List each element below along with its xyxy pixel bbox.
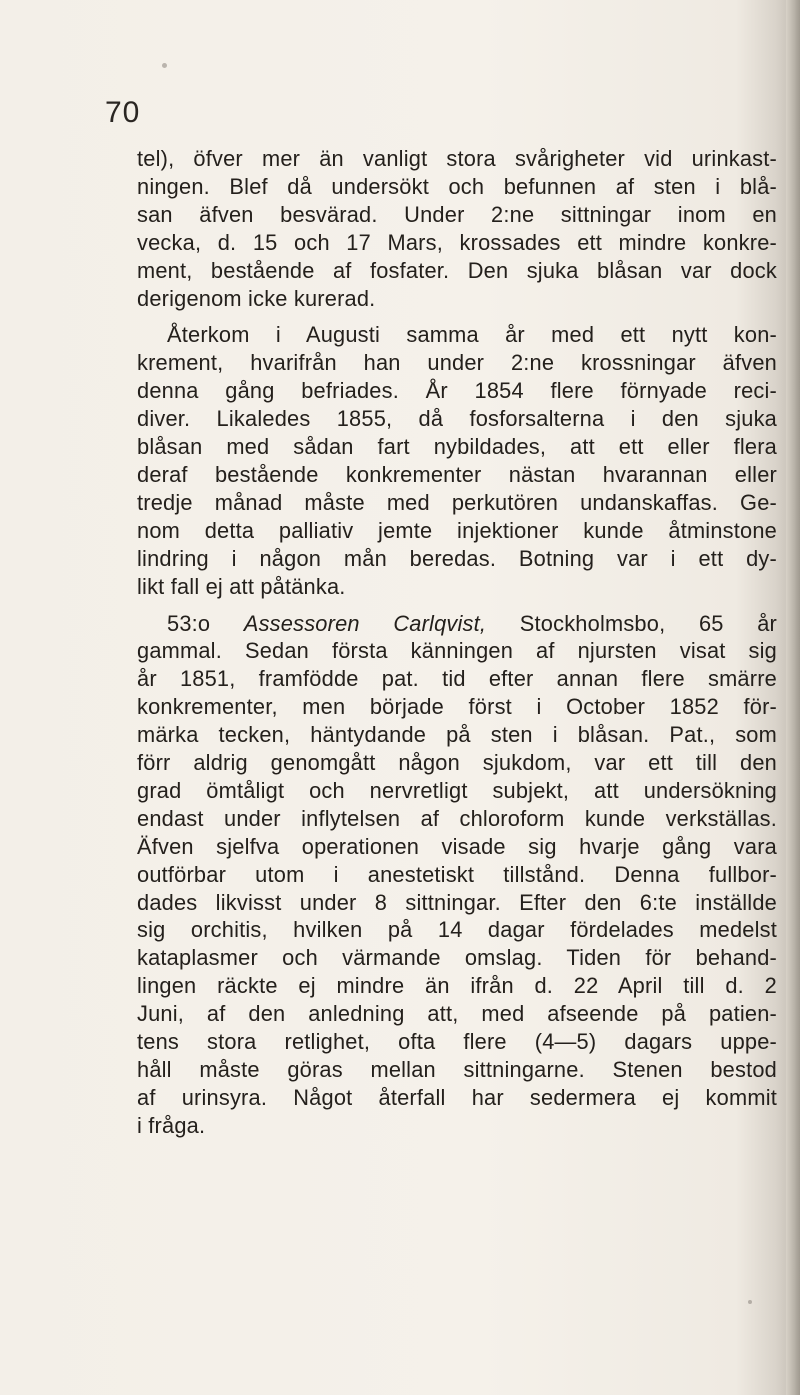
text-line: kataplasmer och värmande omslag. Tiden för behand- <box>137 945 777 971</box>
text-line: Juni, af den anledning att, med afseende på patien- <box>137 1001 777 1027</box>
text-line: deraf bestående konkrementer nästan hvarannan eller <box>137 461 777 487</box>
text-line: Återkom i Augusti samma år med ett nytt kon- <box>167 322 777 348</box>
case-heading-line <box>137 610 777 638</box>
text-line: krement, hvarifrån han under 2:ne krossningar äfven <box>137 350 777 376</box>
patient-name: Assessoren Carlqvist, <box>243 610 487 636</box>
page-number: 70 <box>105 96 141 129</box>
paragraph-2 <box>137 321 777 600</box>
text-line: märka tecken, häntydande på sten i blåsan. Pat., som <box>137 722 777 748</box>
text-line: gammal. Sedan första känningen af njursten visat sig <box>137 638 777 664</box>
text-line: i fråga. <box>137 1112 206 1138</box>
text-line: outförbar utom i anestetiskt tillstånd. Denna fullbor- <box>137 861 777 887</box>
page-gutter-shadow <box>786 0 800 1395</box>
body-text <box>137 145 777 1140</box>
text-line: tredje månad måste med perkutören undanskaffas. Ge- <box>137 489 777 515</box>
paper-speck <box>748 1300 752 1304</box>
text-line: endast under inflytelsen af chloroform kunde verkställas. <box>137 805 777 831</box>
text-line: blåsan med sådan fart nybildades, att ett eller flera <box>137 434 777 460</box>
case-number: 53:o <box>167 610 244 636</box>
text-line: denna gång befriades. År 1854 flere förnyade reci- <box>137 378 777 404</box>
text-line: nom detta palliativ jemte injektioner kunde åtminstone <box>137 517 777 543</box>
text-line: dades likvisst under 8 sittningar. Efter den 6:te inställde <box>137 889 777 915</box>
text-line: sig orchitis, hvilken på 14 dagar fördelades medelst <box>137 917 777 943</box>
paragraph-3 <box>137 610 777 1140</box>
text-line: konkrementer, men började först i October 1852 för- <box>137 694 777 720</box>
text-line: Äfven sjelfva operationen visade sig hvarje gång vara <box>137 833 777 859</box>
text-line: diver. Likaledes 1855, då fosforsalterna i den sjuka <box>137 406 777 432</box>
text-line: lindring i någon mån beredas. Botning var i ett dy- <box>137 545 777 571</box>
text-line: lingen räckte ej mindre än ifrån d. 22 April till d. 2 <box>137 973 777 999</box>
text-line: san äfven besvärad. Under 2:ne sittningar inom en <box>137 201 777 227</box>
paper-speck <box>162 63 167 68</box>
text-line: förr aldrig genomgått någon sjukdom, var ett till den <box>137 750 777 776</box>
text-line: tel), öfver mer än vanligt stora svårigheter vid urinkast- <box>137 146 777 171</box>
text-line: tens stora retlighet, ofta flere (4—5) dagars uppe- <box>137 1029 777 1055</box>
text-line: grad ömtåligt och nervretligt subjekt, att undersökning <box>137 777 777 803</box>
text-line: af urinsyra. Något återfall har sedermera ej kommit <box>137 1084 777 1110</box>
text-line: håll måste göras mellan sittningarne. Stenen bestod <box>137 1057 777 1082</box>
text-line: ment, bestående af fosfater. Den sjuka blåsan var dock <box>137 257 777 283</box>
text-line: derigenom icke kurerad. <box>137 285 376 311</box>
text-line: år 1851, framfödde pat. tid efter annan flere smärre <box>137 666 777 692</box>
text-line: likt fall ej att påtänka. <box>137 573 346 599</box>
text-line: vecka, d. 15 och 17 Mars, krossades ett mindre konkre- <box>137 229 777 255</box>
patient-details: Stockholmsbo, 65 år <box>486 610 777 636</box>
text-line: ningen. Blef då undersökt och befunnen af sten i blå- <box>137 173 777 199</box>
paragraph-1 <box>137 145 777 312</box>
